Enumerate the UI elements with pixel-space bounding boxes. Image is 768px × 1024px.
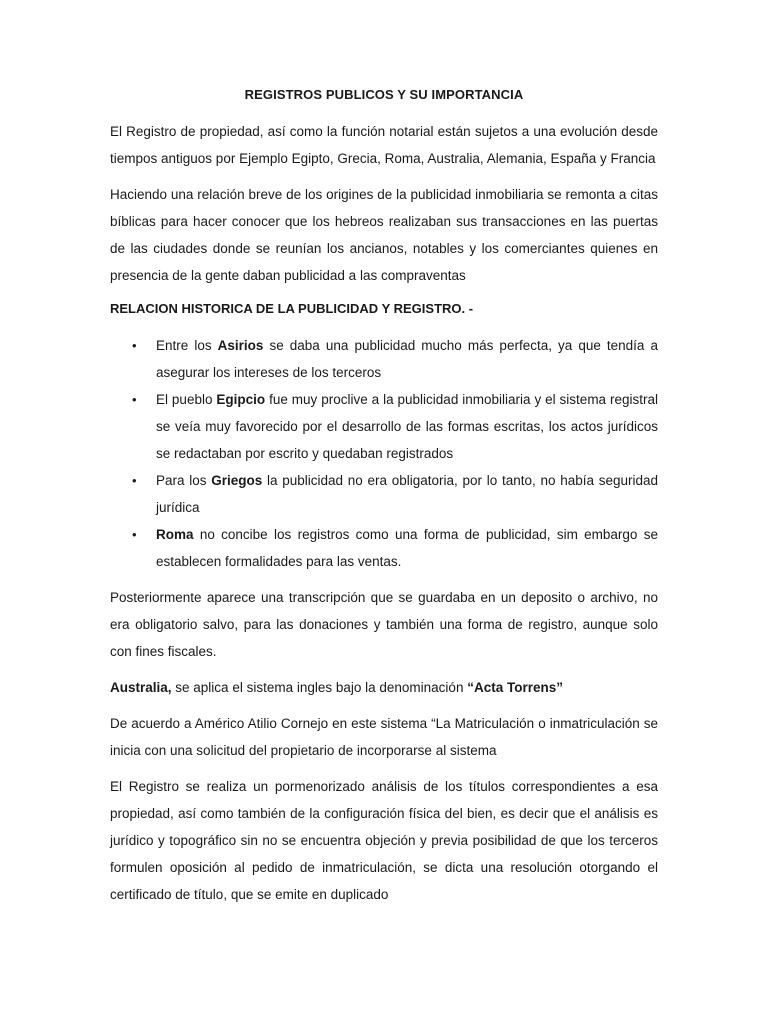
section-heading: RELACION HISTORICA DE LA PUBLICIDAD Y REGISTRO. - [110,301,474,316]
bullet-item-griegos [110,467,658,521]
paragraph-registro-analysis: El Registro se realiza un pormenorizado análisis de los títulos correspondientes a esa propiedad, así como también de la configuración física del bien, es decir que el análisis es jurídico y topográfico sin no se encuentra objeción y previa posibilidad de que los terceros formulen oposición al pedido de inmatriculación, se dicta una resolución otorgando el certificado de título, que se emite en duplicado [110,779,658,902]
australia-label: Australia, [110,680,172,695]
document-title: REGISTROS PUBLICOS Y SU IMPORTANCIA [244,87,524,102]
bullet-text-bold: Roma [156,527,194,542]
paragraph-australia [110,674,658,701]
history-bullet-list [110,332,658,575]
bullet-item-asirios [110,332,658,386]
paragraph-transcription: Posteriormente aparece una transcripción que se guardaba en un deposito o archivo, no era obligatorio salvo, para las donaciones y también una forma de registro, aunque solo con fines fiscales. [110,590,658,659]
paragraph-cornejo: De acuerdo a Américo Atilio Cornejo en este sistema “La Matriculación o inmatriculación se inicia con una solicitud del propietario de incorporarse al sistema [110,716,658,758]
paragraph-origins: Haciendo una relación breve de los origines de la publicidad inmobiliaria se remonta a citas bíblicas para hacer conocer que los hebreos realizaban sus transacciones en las puertas de las ciudades donde se reunían los ancianos, notables y los comerciantes quienes en presencia de la gente daban publicidad a las compraventas [110,187,658,283]
bullet-text-post: no concibe los registros como una forma de publicidad, sim embargo se establecen formalidades para las ventas. [156,527,658,569]
bullet-icon: • [132,338,137,353]
bullet-icon: • [132,473,137,488]
acta-torrens-label: “Acta Torrens” [467,680,563,695]
australia-text: se aplica el sistema ingles bajo la denominación [171,680,468,695]
bullet-item-roma [110,521,658,575]
bullet-text-pre: Para los [156,473,212,488]
bullet-text-bold: Griegos [211,473,263,488]
paragraph-intro: El Registro de propiedad, así como la función notarial están sujetos a una evolución desde tiempos antiguos por Ejemplo Egipto, Grecia, Roma, Australia, Alemania, España y Francia [110,124,658,166]
bullet-text-post: fue muy proclive a la publicidad inmobiliaria y el sistema registral se veía muy favorecido por el desarrollo de las formas escritas, los actos jurídicos se redactaban por escrito y quedaban registrados [156,392,659,461]
bullet-text-bold: Asirios [217,338,264,353]
bullet-item-egipcio [110,386,658,467]
bullet-text-post: se daba una publicidad mucho más perfecta, ya que tendía a asegurar los intereses de los terceros [156,338,658,380]
bullet-text-pre: Entre los [156,338,218,353]
bullet-text-post: la publicidad no era obligatoria, por lo tanto, no había seguridad jurídica [156,473,658,515]
bullet-icon: • [132,527,137,542]
bullet-text-bold: Egipcio [216,392,266,407]
bullet-text-pre: El pueblo [156,392,217,407]
bullet-icon: • [132,392,137,407]
